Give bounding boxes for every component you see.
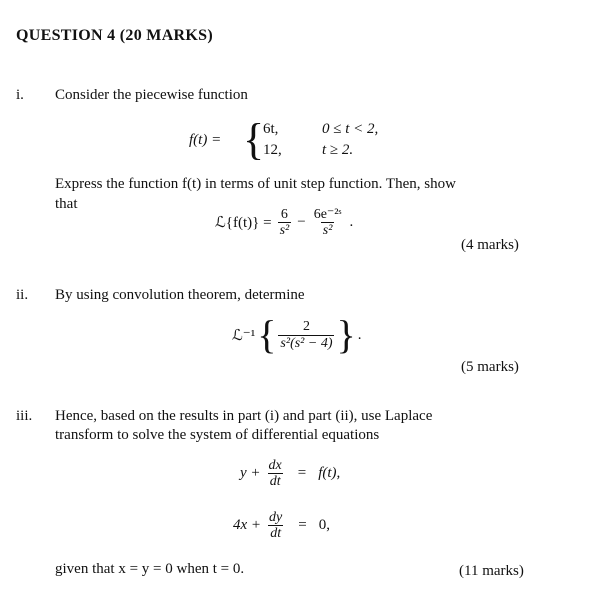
inverse-fraction-numerator: 2 <box>302 319 310 335</box>
part-ii-number: ii. <box>16 287 29 303</box>
laplace-term1 <box>278 207 292 239</box>
part-iii-intro-line2: transform to solve the system of differential equations <box>55 427 380 443</box>
part-iii-intro-line1: Hence, based on the results in part (i) and part (ii), use Laplace <box>55 408 433 424</box>
inverse-end-dot: . <box>357 326 362 343</box>
eq2-derivative <box>267 510 284 542</box>
diff-equation-2 <box>233 510 330 542</box>
laplace-term2 <box>312 207 344 239</box>
inverse-close-brace: } <box>336 312 356 357</box>
part-i-number: i. <box>16 87 24 103</box>
part-i-intro: Consider the piecewise function <box>55 87 248 103</box>
piecewise-case2-value: 12, <box>263 142 282 158</box>
part-i-instruction-line2: that <box>55 196 78 212</box>
laplace-term1-numerator: 6 <box>280 207 288 222</box>
part-i-instruction-line1: Express the function f(t) in terms of unit step function. Then, show <box>55 176 456 192</box>
laplace-end-dot: . <box>349 214 354 231</box>
laplace-minus: − <box>297 214 306 231</box>
laplace-term2-numerator: 6e⁻²ˢ <box>313 207 342 222</box>
piecewise-brace: { <box>243 115 265 164</box>
part-iii-marks: (11 marks) <box>459 563 524 579</box>
eq1-derivative <box>267 458 284 490</box>
inverse-laplace-expression <box>232 312 362 357</box>
inverse-fraction <box>278 319 334 351</box>
laplace-lhs: ℒ{f(t)} = <box>215 215 272 232</box>
laplace-term1-denominator: s² <box>279 223 290 239</box>
eq1-rhs: f(t), <box>318 465 341 482</box>
inverse-fraction-denominator: s²(s² − 4) <box>280 335 333 351</box>
inverse-open-brace: { <box>257 312 277 357</box>
inverse-laplace-operator: ℒ⁻¹ <box>232 327 256 344</box>
eq1-lhs-prefix: y + <box>240 465 261 482</box>
piecewise-case1-condition: 0 ≤ t < 2, <box>322 121 379 137</box>
piecewise-lhs <box>189 132 221 149</box>
laplace-equation <box>215 207 353 239</box>
eq1-equals: = <box>297 465 307 482</box>
eq2-lhs-prefix: 4x + <box>233 517 262 534</box>
eq2-rhs: 0, <box>318 517 330 534</box>
eq2-equals: = <box>298 517 307 534</box>
eq1-derivative-denominator: dt <box>269 474 281 490</box>
part-iii-number: iii. <box>16 408 33 424</box>
eq2-derivative-numerator: dy <box>269 510 283 525</box>
piecewise-lhs-text: f(t) = <box>189 132 222 148</box>
eq1-derivative-numerator: dx <box>268 458 282 473</box>
diff-equation-1 <box>240 458 340 490</box>
part-iii-condition: given that x = y = 0 when t = 0. <box>55 561 245 577</box>
laplace-term2-denominator: s² <box>322 223 333 239</box>
piecewise-case2-condition: t ≥ 2. <box>322 142 354 158</box>
eq2-derivative-denominator: dt <box>270 526 282 542</box>
piecewise-case1-value: 6t, <box>263 121 279 137</box>
question-title: QUESTION 4 (20 MARKS) <box>16 27 213 44</box>
part-i-marks: (4 marks) <box>461 237 519 253</box>
part-ii-intro: By using convolution theorem, determine <box>55 287 305 303</box>
part-ii-marks: (5 marks) <box>461 359 519 375</box>
